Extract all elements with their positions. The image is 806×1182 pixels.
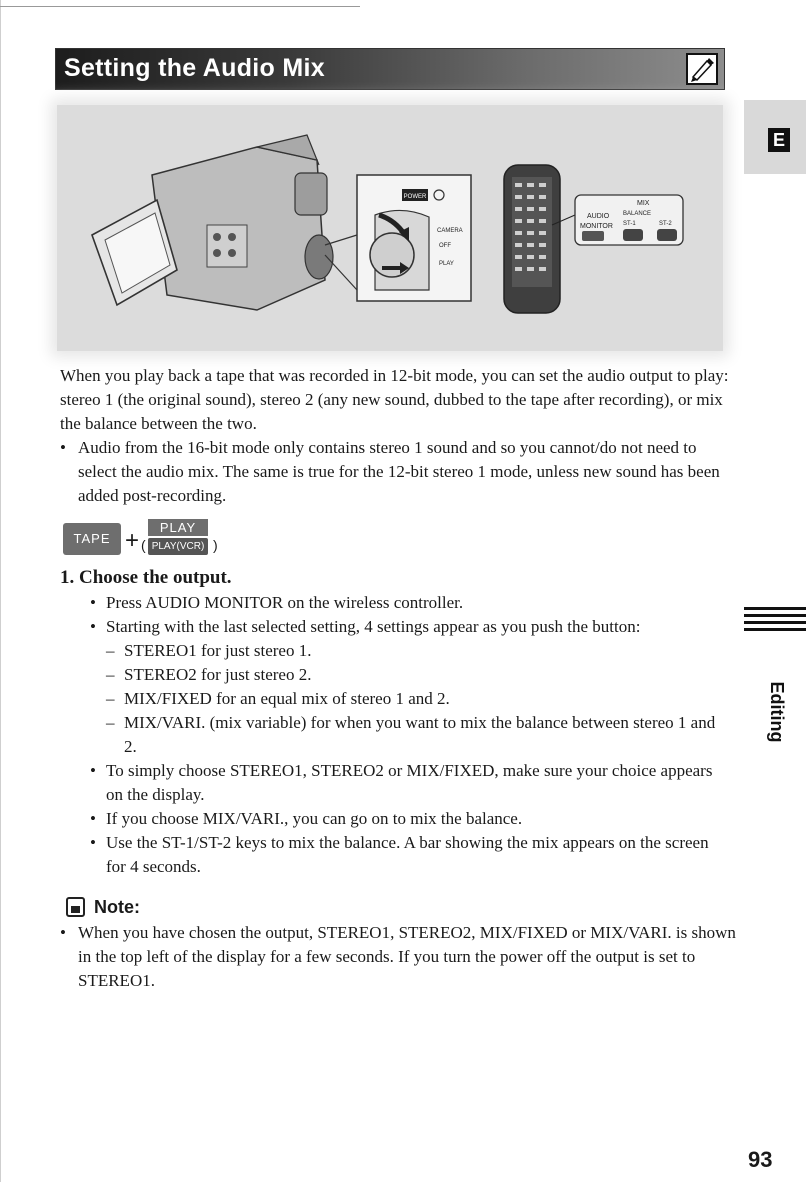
step-bullet-text: If you choose MIX/VARI., you can go on to mix the balance. bbox=[106, 809, 523, 828]
balance-label: BALANCE bbox=[623, 211, 652, 217]
step-heading: 1. Choose the output. bbox=[60, 567, 232, 588]
section-label: Editing bbox=[767, 681, 787, 743]
page-edge bbox=[0, 0, 1, 1182]
audio-label: AUDIO bbox=[587, 213, 610, 220]
page-number: 93 bbox=[748, 1147, 773, 1172]
plus-sign: + bbox=[125, 527, 140, 554]
monitor-label: MONITOR bbox=[580, 223, 613, 230]
step-bullet: • Use the ST-1/ST-2 keys to mix the balance. A bar showing the mix appears on the screen for 4 seconds. bbox=[90, 833, 709, 876]
st2-label: ST-2 bbox=[659, 221, 672, 227]
intro-text bbox=[60, 364, 730, 508]
intro-bullet-text: Audio from the 16-bit mode only contains stereo 1 sound and so you cannot/do not need to select the audio mix. The same is true for the 12-bit stereo 1 mode, unless new sound has been added post-recording. bbox=[78, 438, 720, 505]
chapter-letter: E bbox=[768, 128, 790, 152]
dial-label-play: PLAY bbox=[439, 261, 454, 267]
mix-label: MIX bbox=[637, 200, 650, 207]
power-dial-zoom bbox=[357, 175, 471, 301]
note-icon bbox=[66, 897, 85, 917]
camcorder-illustration bbox=[57, 105, 723, 351]
step-bullet-text: Press AUDIO MONITOR on the wireless controller. bbox=[106, 593, 464, 612]
section-title-bar bbox=[55, 48, 725, 90]
bullet-dot: • bbox=[60, 923, 66, 942]
step-bullet-text: Starting with the last selected setting, 4 settings appear as you push the button: bbox=[106, 617, 641, 636]
note-bullet bbox=[60, 921, 740, 993]
step-bullet-text: Use the ST-1/ST-2 keys to mix the balance. A bar showing the mix appears on the screen for 4 seconds. bbox=[106, 833, 709, 876]
note-heading-text: Note: bbox=[94, 897, 140, 917]
step-bullet-text: To simply choose STEREO1, STEREO2 or MIX/FIXED, make sure your choice appears on the display. bbox=[106, 761, 713, 804]
option-item: – STEREO2 for just stereo 2. bbox=[106, 665, 312, 684]
intro-paragraph: When you play back a tape that was recorded in 12-bit mode, you can set the audio output to play: stereo 1 (the original sound), stereo 2 (any new sound, dubbed to the tape after recording), or mix the balance between the two. bbox=[60, 366, 729, 433]
intro-bullet bbox=[60, 436, 730, 508]
option-text: STEREO1 for just stereo 1. bbox=[124, 641, 312, 660]
chapter-tab bbox=[744, 100, 806, 174]
option-text: STEREO2 for just stereo 2. bbox=[124, 665, 312, 684]
edit-icon bbox=[686, 53, 718, 85]
step-1 bbox=[60, 566, 730, 879]
option-item: – MIX/FIXED for an equal mix of stereo 1 and 2. bbox=[106, 689, 450, 708]
camcorder-drawing bbox=[92, 135, 357, 310]
step-bullet: • If you choose MIX/VARI., you can go on to mix the balance. bbox=[90, 809, 523, 828]
play-vcr-label: PLAY(VCR) bbox=[148, 538, 208, 555]
close-paren: ) bbox=[213, 537, 218, 553]
step-bullets bbox=[60, 591, 730, 879]
top-rule bbox=[0, 6, 360, 7]
tape-mode-badge: TAPE bbox=[63, 523, 121, 555]
option-item: – MIX/VARI. (mix variable) for when you want to mix the balance between stereo 1 and 2. bbox=[106, 713, 716, 756]
dial-label-camera: CAMERA bbox=[437, 228, 463, 234]
dial-label-off: OFF bbox=[439, 243, 451, 249]
remote-controller-drawing bbox=[504, 165, 683, 313]
page-title: Setting the Audio Mix bbox=[64, 54, 325, 82]
open-paren: ( bbox=[141, 537, 146, 553]
play-mode-badge bbox=[148, 519, 208, 557]
option-text: MIX/VARI. (mix variable) for when you want to mix the balance between stereo 1 and 2. bbox=[124, 713, 716, 756]
note-section bbox=[60, 895, 740, 993]
bullet-dot: • bbox=[60, 438, 66, 457]
section-marker-bars bbox=[744, 607, 806, 635]
step-bullet: • Starting with the last selected setting, 4 settings appear as you push the button: – STEREO1 for just stereo 1. – STEREO2 for just stereo 2. – MIX/FIXED for an equal mix of stereo 1 and 2. – MIX/VARI. (mix variable) for when you want to mix the balance between stereo 1 and 2. bbox=[90, 615, 730, 759]
power-label: POWER bbox=[403, 194, 427, 200]
option-text: MIX/FIXED for an equal mix of stereo 1 and 2. bbox=[124, 689, 450, 708]
note-bullet-text: When you have chosen the output, STEREO1, STEREO2, MIX/FIXED or MIX/VARI. is shown in the top left of the display for a few seconds. If you turn the power off the output is set to STEREO1. bbox=[78, 923, 736, 990]
step-bullet: • To simply choose STEREO1, STEREO2 or MIX/FIXED, make sure your choice appears on the display. bbox=[90, 761, 713, 804]
option-item: – STEREO1 for just stereo 1. bbox=[106, 641, 312, 660]
step-bullet: • Press AUDIO MONITOR on the wireless controller. bbox=[90, 593, 464, 612]
note-heading bbox=[66, 895, 740, 921]
play-label: PLAY bbox=[148, 519, 208, 536]
st1-label: ST-1 bbox=[623, 221, 636, 227]
